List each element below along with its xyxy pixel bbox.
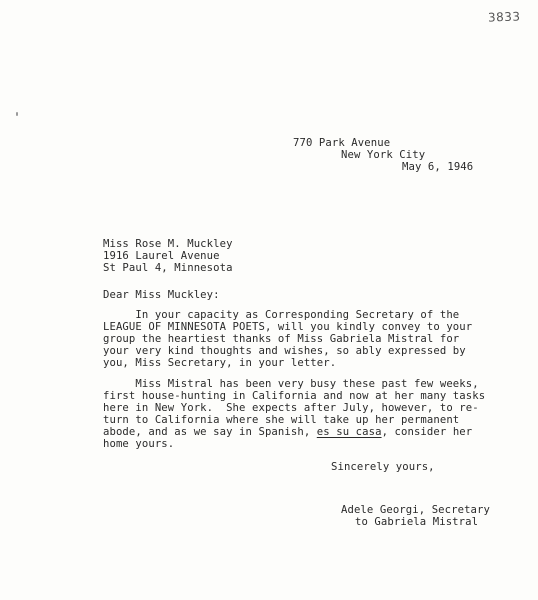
margin-mark bbox=[16, 112, 18, 116]
recipient-name: Miss Rose M. Muckley bbox=[103, 238, 233, 250]
paragraph-1-line: you, Miss Secretary, in your letter. bbox=[103, 357, 337, 369]
letter-date: May 6, 1946 bbox=[402, 161, 474, 173]
paragraph-1-line: group the heartiest thanks of Miss Gabriela Mistral for bbox=[103, 333, 460, 345]
paragraph-1-line: LEAGUE OF MINNESOTA POETS, will you kindly convey to your bbox=[103, 321, 473, 333]
paragraph-2-line-text: abode, and as we say in Spanish, bbox=[103, 426, 317, 438]
recipient-city: St Paul 4, Minnesota bbox=[103, 262, 233, 274]
paragraph-2-line: first house-hunting in California and now at her many tasks bbox=[103, 390, 486, 402]
recipient-street: 1916 Laurel Avenue bbox=[103, 250, 220, 262]
archive-number: 3833 bbox=[487, 9, 521, 25]
closing: Sincerely yours, bbox=[331, 461, 435, 473]
signature-line1: Adele Georgi, Secretary bbox=[341, 504, 490, 516]
paragraph-1-line: your very kind thoughts and wishes, so ably expressed by bbox=[103, 345, 466, 357]
sender-address-line2: New York City bbox=[341, 149, 426, 161]
paragraph-2-line: Miss Mistral has been very busy these past few weeks, bbox=[103, 378, 479, 390]
sender-address-line1: 770 Park Avenue bbox=[293, 137, 391, 149]
salutation: Dear Miss Muckley: bbox=[103, 289, 220, 301]
paragraph-2-line: home yours. bbox=[103, 438, 175, 450]
underlined-phrase: es su casa bbox=[316, 426, 382, 438]
paragraph-2-line-tail: , consider her bbox=[381, 426, 473, 438]
paragraph-2-line: here in New York. She expects after July, however, to re- bbox=[103, 402, 479, 414]
paragraph-2-line bbox=[103, 426, 472, 438]
paragraph-2-line: turn to California where she will take up her permanent bbox=[103, 414, 460, 426]
signature-line2: to Gabriela Mistral bbox=[355, 516, 479, 528]
paragraph-1-line: In your capacity as Corresponding Secretary of the bbox=[103, 309, 460, 321]
